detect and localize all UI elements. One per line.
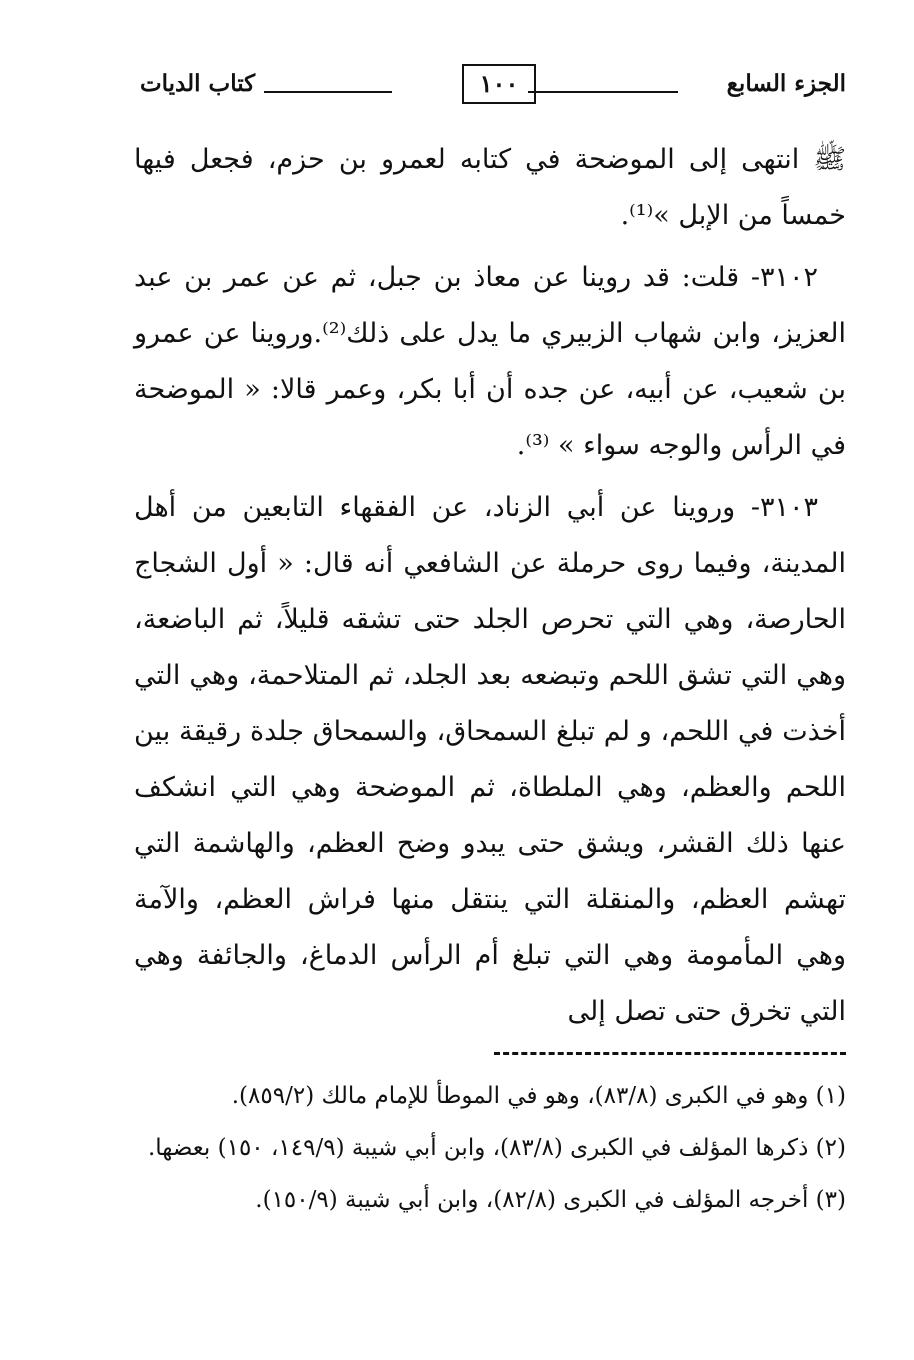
header-rule-left (264, 91, 392, 93)
footnote-1: (١) وهو في الكبرى (٨٣/٨)، وهو في الموطأ للإمام مالك (٨٥٩/٢). (231, 1083, 846, 1109)
running-header (140, 58, 846, 108)
chapter-title: كتاب الديات (140, 70, 256, 97)
footnote-3: (٣) أخرجه المؤلف في الكبرى (٨٢/٨)، وابن أبي شيبة (١٥٠/٩). (255, 1187, 846, 1213)
footnote-2: (٢) ذكرها المؤلف في الكبرى (٨٣/٨)، وابن أبي شيبة (١٤٩/٩، ١٥٠) بعضها. (147, 1135, 846, 1161)
paragraph-3103: ٣١٠٣- وروينا عن أبي الزناد، عن الفقهاء التابعين من أهل المدينة، وفيما روى حرملة عن الشافعي أنه قال: « أول الشجاج الحارصة، وهي التي تحرص الجلد حتى تشقه قليلاً، ثم الباضعة، وهي التي تشق اللحم وتبضعه بعد الجلد، ثم المتلاحمة، وهي التي أخذت في اللحم، و لم تبلغ السمحاق، والسمحاق جلدة رقيقة بين اللحم والعظم، وهي الملطاة، ثم الموضحة وهي التي انشكف عنها ذلك القشر، ويشق حتى يبدو وضح العظم، والهاشمة التي تهشم العظم، والمنقلة التي ينتقل منها فراش العظم، والآمة وهي المأمومة وهي التي تبلغ أم الرأس الدماغ، والجائفة وهي التي تخرق حتى تصل إلى (134, 492, 846, 1027)
footnote-separator (494, 1052, 846, 1055)
book-part-label: الجزء السابع (726, 70, 846, 97)
footnotes (134, 1072, 846, 1228)
paragraph-continuation: ﷺ انتهى إلى الموضحة في كتابه لعمرو بن حزم، فجعل فيها خمساً من الإبل »⁽¹⁾. (134, 144, 846, 231)
main-text (134, 132, 846, 1046)
header-rule-right (528, 91, 678, 93)
page-number: ١٠٠ (462, 64, 536, 104)
paragraph-3102: ٣١٠٢- قلت: قد روينا عن معاذ بن جبل، ثم عن عمر بن عبد العزيز، وابن شهاب الزبيري ما يدل على ذلك⁽²⁾.وروينا عن عمرو بن شعيب، عن أبيه، عن جده أن أبا بكر، وعمر قالا: « الموضحة في الرأس والوجه سواء » ⁽³⁾. (134, 262, 846, 461)
